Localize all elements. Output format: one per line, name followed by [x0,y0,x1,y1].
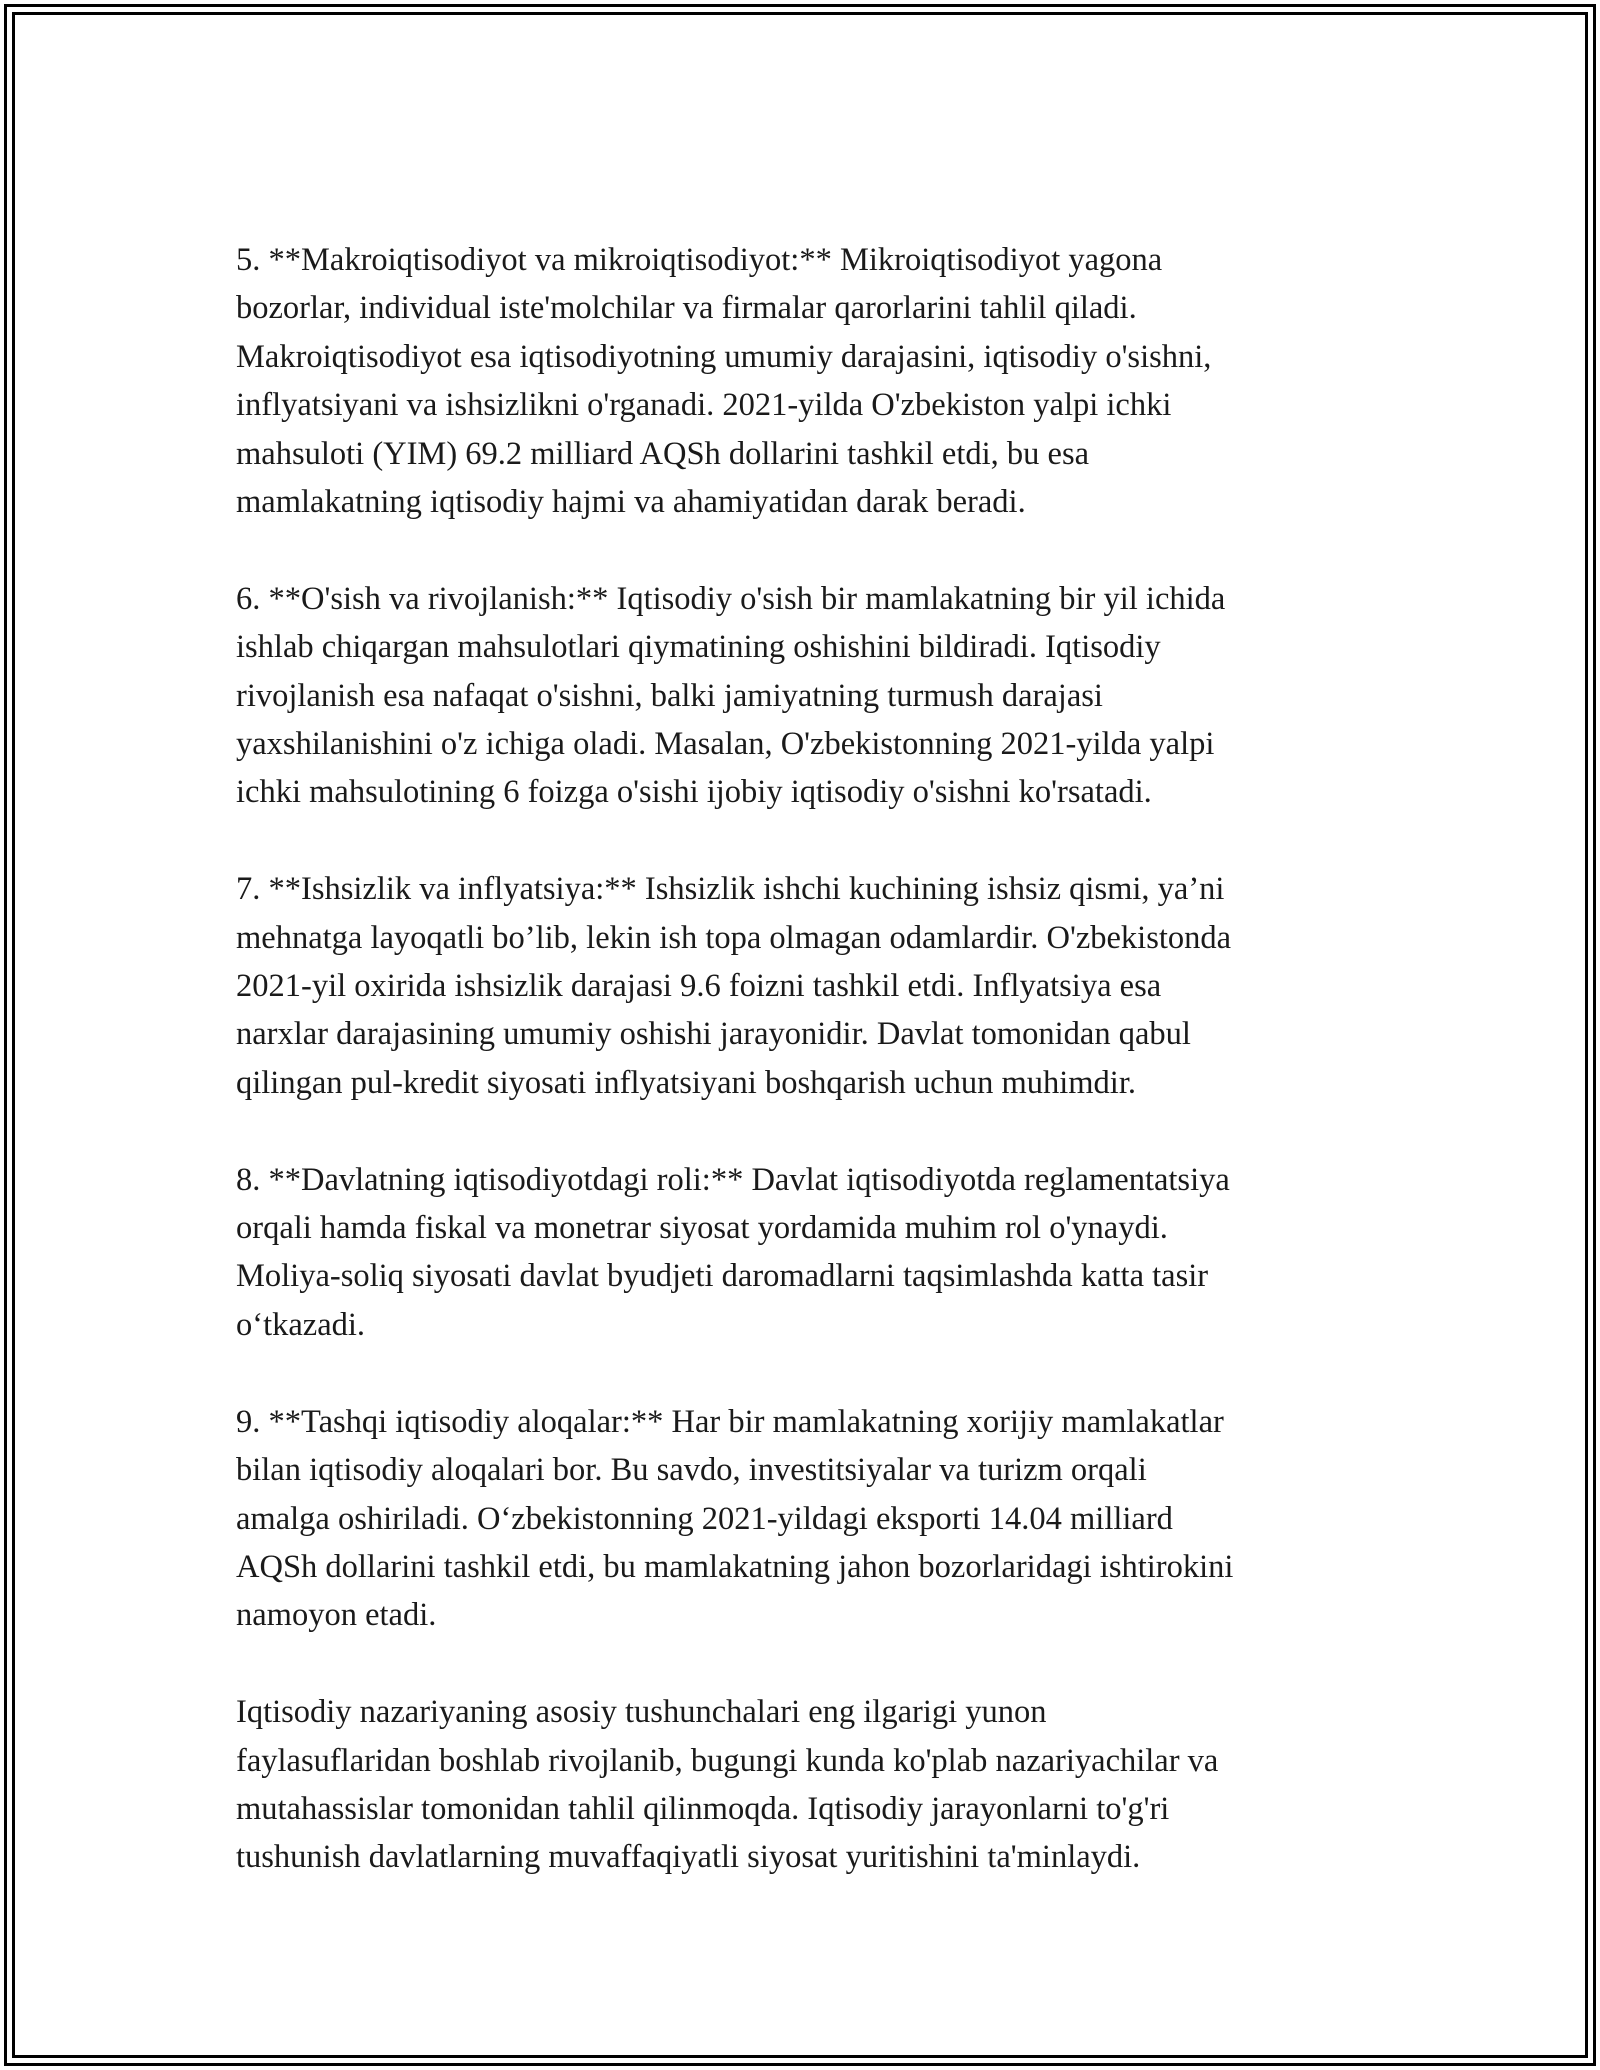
text-line: ichki mahsulotining 6 foizga o'sishi ijobiy iqtisodiy o'sishni ko'rsatadi. [236,774,1152,811]
text-line: orqali hamda fiskal va monetrar siyosat yordamida muhim rol o'ynaydi. [236,1210,1168,1247]
text-line: bilan iqtisodiy aloqalari bor. Bu savdo, investitsiyalar va turizm orqali [236,1452,1147,1489]
text-line: 7. **Ishsizlik va inflyatsiya:** Ishsizlik ishchi kuchining ishsiz qismi, ya’ni [236,871,1225,908]
text-line: Makroiqtisodiyot esa iqtisodiyotning umumiy darajasini, iqtisodiy o'sishni, [236,338,1212,375]
text-line: amalga oshiriladi. O‘zbekistonning 2021-yildagi eksporti 14.04 milliard [236,1500,1173,1537]
text-line: 9. **Tashqi iqtisodiy aloqalar:** Har bir mamlakatning xorijiy mamlakatlar [236,1403,1224,1440]
text-line: mamlakatning iqtisodiy hajmi va ahamiyatidan darak beradi. [236,484,1026,521]
text-line: mutahassislar tomonidan tahlil qilinmoqda. Iqtisodiy jarayonlarni to'g'ri [236,1790,1170,1827]
text-line: o‘tkazadi. [236,1306,366,1343]
text-line: faylasuflaridan boshlab rivojlanib, bugungi kunda ko'plab nazariyachilar va [236,1742,1219,1779]
text-line: bozorlar, individual iste'molchilar va firmalar qarorlarini tahlil qiladi. [236,290,1137,327]
text-line: rivojlanish esa nafaqat o'sishni, balki jamiyatning turmush darajasi [236,677,1103,714]
paragraph-growth-development [236,575,1376,817]
text-line: inflyatsiyani va ishsizlikni o'rganadi. 2021-yilda O'zbekiston yalpi ichki [236,387,1172,424]
text-line: Iqtisodiy nazariyaning asosiy tushunchalari eng ilgarigi yunon [236,1694,1047,1731]
text-line: ishlab chiqargan mahsulotlari qiymatining oshishini bildiradi. Iqtisodiy [236,629,1161,666]
text-line: yaxshilanishini o'z ichiga oladi. Masalan, O'zbekistonning 2021-yilda yalpi [236,726,1215,763]
text-line: 8. **Davlatning iqtisodiyotdagi roli:** Davlat iqtisodiyotda reglamentatsiya [236,1161,1230,1198]
paragraph-conclusion [236,1688,1376,1882]
text-line: Moliya-soliq siyosati davlat byudjeti daromadlarni taqsimlashda katta tasir [236,1258,1209,1295]
text-line: mehnatga layoqatli bo’lib, lekin ish topa olmagan odamlardir. O'zbekistonda [236,919,1232,956]
text-line: 2021-yil oxirida ishsizlik darajasi 9.6 foizni tashkil etdi. Inflyatsiya esa [236,968,1162,1005]
text-line: 6. **O'sish va rivojlanish:** Iqtisodiy o'sish bir mamlakatning bir yil ichida [236,580,1226,617]
text-line: qilingan pul-kredit siyosati inflyatsiyani boshqarish uchun muhimdir. [236,1064,1136,1101]
text-line: namoyon etadi. [236,1597,437,1634]
text-line: mahsuloti (YIM) 69.2 milliard AQSh dollarini tashkil etdi, bu esa [236,435,1090,472]
text-line: AQSh dollarini tashkil etdi, bu mamlakatning jahon bozorlaridagi ishtirokini [236,1548,1234,1585]
text-line: 5. **Makroiqtisodiyot va mikroiqtisodiyot:** Mikroiqtisodiyot yagona [236,242,1163,278]
paragraph-external-relations [236,1398,1376,1640]
text-line: tushunish davlatlarning muvaffaqiyatli siyosat yuritishini ta'minlaydi. [236,1839,1141,1876]
paragraph-macro-micro [236,236,1376,526]
paragraph-state-role [236,1156,1376,1350]
text-line: narxlar darajasining umumiy oshishi jarayonidir. Davlat tomonidan qabul [236,1016,1191,1053]
paragraph-unemployment-inflation [236,865,1376,1107]
document-body [236,236,1376,1882]
